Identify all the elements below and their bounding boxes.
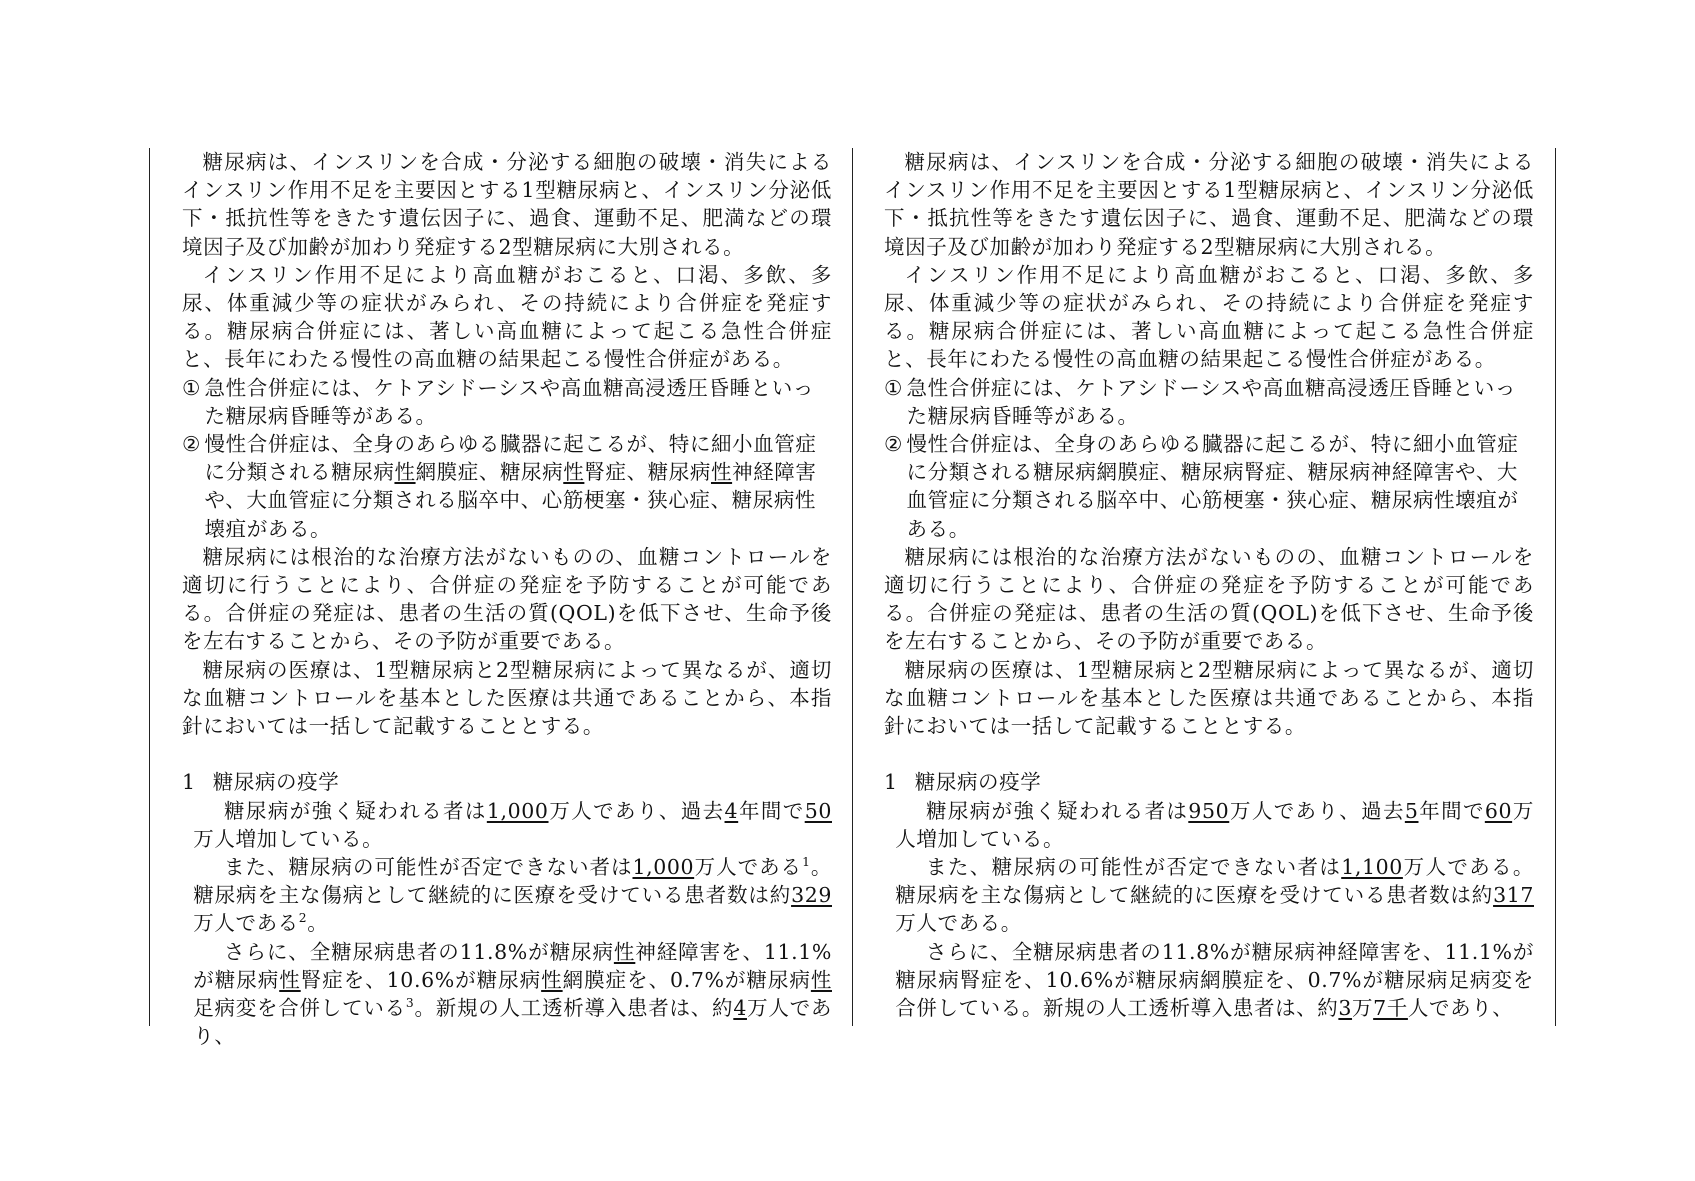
text-run: 万人である	[193, 911, 299, 936]
left-margin-rule	[149, 148, 150, 1026]
medical-care-paragraph: 糖尿病の医療は、1型糖尿病と2型糖尿病によって異なるが、適切な血糖コントロールを基本とした医療は共通であることから、本指針においては一括して記載することとする。	[182, 657, 832, 739]
text-run: 網膜症、糖尿病	[415, 460, 564, 485]
underlined-revision: 317	[1493, 883, 1534, 908]
text-run: 網膜症を、0.7%が糖尿病	[562, 967, 811, 992]
underlined-revision: 性	[394, 460, 416, 485]
text-run: 万人である。	[895, 911, 1022, 936]
right-column	[884, 148, 1534, 1022]
list-item-chronic	[182, 430, 832, 543]
text-run: 神経障害を、11.1%が糖尿病	[193, 939, 832, 992]
epidemiology-paragraph-2	[193, 853, 832, 938]
text-run: 。	[307, 911, 329, 936]
underlined-revision: 性	[710, 460, 733, 485]
text-run: 糖尿病が強く疑われる者は	[224, 798, 487, 823]
text-run: 人であり、	[1407, 996, 1514, 1021]
underlined-revision: 性	[810, 967, 832, 992]
underlined-revision: 性	[279, 967, 301, 992]
list-item-acute	[182, 374, 832, 430]
underlined-revision: 1,100	[1341, 855, 1403, 880]
text-run: さらに、全糖尿病患者の11.8%が糖尿病	[224, 939, 614, 964]
intro-paragraph-2: インスリン作用不足により高血糖がおこると、口渇、多飲、多尿、体重減少等の症状がみられ、その持続により合併症を発症する。糖尿病合併症には、著しい高血糖によって起こる急性合併症と、長年にわたる慢性の高血糖の結果起こる慢性合併症がある。	[884, 262, 1534, 372]
epidemiology-paragraph-3	[895, 938, 1534, 1023]
section-number: 1	[884, 770, 898, 795]
treatment-paragraph: 糖尿病には根治的な治療方法がないものの、血糖コントロールを適切に行うことにより、合併症の発症を予防することが可能である。合併症の発症は、患者の生活の質(QOL)を低下させ、生命予後を左右することから、その予防が重要である。	[182, 544, 832, 654]
underlined-revision: 5	[1404, 798, 1419, 823]
text-run: 万人であり、過去	[548, 798, 725, 823]
underlined-revision: 950	[1188, 798, 1230, 823]
text-run: さらに、全糖尿病患者の11.8%が糖尿病神経障害を、11.1%が糖尿病腎症を、10.6%が糖尿病網膜症を、0.7%が糖尿病足病変を合併している。新規の人工透析導入患者は、約	[895, 939, 1534, 1021]
list-marker-2: ②	[182, 432, 201, 457]
underlined-revision: 1,000	[486, 798, 549, 823]
section-number: 1	[182, 770, 196, 795]
underlined-revision: 性	[613, 939, 636, 964]
epidemiology-paragraph-1	[895, 797, 1534, 853]
epidemiology-paragraph-3	[193, 938, 832, 1051]
text-run: 万	[1352, 996, 1374, 1021]
section-title: 糖尿病の疫学	[212, 770, 340, 795]
underlined-revision: 4	[724, 798, 739, 823]
underlined-revision: 性	[541, 967, 563, 992]
list-item-text: 急性合併症には、ケトアシドーシスや高血糖高浸透圧昏睡といった糖尿病昏睡等がある。	[906, 375, 1516, 428]
text-run: 。新規の人工透析導入患者は、約	[414, 996, 734, 1021]
section-heading	[884, 768, 1534, 796]
section-heading	[182, 768, 832, 796]
text-run: また、糖尿病の可能性が否定できない者は	[224, 855, 633, 880]
underlined-revision: 1,000	[632, 855, 695, 880]
intro-paragraph-2: インスリン作用不足により高血糖がおこると、口渇、多飲、多尿、体重減少等の症状がみられ、その持続により合併症を発症する。糖尿病合併症には、著しい高血糖によって起こる急性合併症と、長年にわたる慢性の高血糖の結果起こる慢性合併症がある。	[182, 262, 832, 372]
underlined-revision: 4	[733, 996, 747, 1021]
text-run: 万人であり、	[193, 996, 832, 1049]
underlined-revision: 329	[791, 883, 832, 908]
intro-paragraph-1: 糖尿病は、インスリンを合成・分泌する細胞の破壊・消失によるインスリン作用不足を主要因とする1型糖尿病と、インスリン分泌低下・抵抗性等をきたす遺伝因子に、過食、運動不足、肥満などの環境因子及び加齢が加わり発症する2型糖尿病に大別される。	[884, 150, 1534, 259]
footnote-ref: 2	[298, 911, 308, 926]
text-run: 足病変を合併している	[193, 996, 406, 1021]
list-item-acute	[884, 374, 1534, 430]
spacer	[182, 740, 832, 768]
epidemiology-body	[182, 797, 832, 1051]
underlined-revision: 50	[804, 798, 832, 823]
left-column	[182, 148, 832, 1050]
text-run: 万人である	[694, 855, 803, 880]
text-run: 年間で	[738, 798, 805, 823]
text-run: 腎症を、10.6%が糖尿病	[300, 967, 542, 992]
treatment-paragraph: 糖尿病には根治的な治療方法がないものの、血糖コントロールを適切に行うことにより、合併症の発症を予防することが可能である。合併症の発症は、患者の生活の質(QOL)を低下させ、生命予後を左右することから、その予防が重要である。	[884, 544, 1534, 654]
list-item-text: 慢性合併症は、全身のあらゆる臓器に起こるが、特に細小血管症に分類される糖尿病網膜症、糖尿病腎症、糖尿病神経障害や、大血管症に分類される脳卒中、心筋梗塞・狭心症、糖尿病性壊疽がある。	[906, 432, 1519, 541]
right-margin-rule	[1555, 148, 1556, 1026]
spacer	[884, 740, 1534, 768]
text-run: 糖尿病が強く疑われる者は	[926, 798, 1189, 823]
text-run: 万人増加している。	[193, 826, 384, 851]
epidemiology-body	[884, 797, 1534, 1023]
list-marker-1: ①	[884, 375, 903, 400]
text-run: 年間で	[1418, 798, 1485, 823]
text-run: 腎症、糖尿病	[584, 460, 711, 485]
text-run: また、糖尿病の可能性が否定できない者は	[926, 855, 1342, 880]
list-marker-1: ①	[182, 375, 201, 400]
center-divider-rule	[852, 148, 853, 1026]
text-run: 神経障害や、大血管症に分類される脳卒中、心筋梗塞・狭心症、糖尿病性壊疽がある。	[204, 460, 817, 541]
medical-care-paragraph: 糖尿病の医療は、1型糖尿病と2型糖尿病によって異なるが、適切な血糖コントロールを基本とした医療は共通であることから、本指針においては一括して記載することとする。	[884, 657, 1534, 739]
list-item-text: 急性合併症には、ケトアシドーシスや高血糖高浸透圧昏睡といった糖尿病昏睡等がある。	[204, 375, 814, 428]
underlined-revision: 性	[563, 460, 585, 485]
footnote-ref: 1	[802, 855, 811, 870]
epidemiology-paragraph-1	[193, 797, 832, 853]
text-run: 慢性合併症は、全身のあらゆる臓器に起こるが、特に細小血管症に分類される糖尿病	[204, 432, 817, 485]
list-item-chronic	[884, 430, 1534, 543]
footnote-ref: 3	[405, 996, 415, 1011]
epidemiology-paragraph-2	[895, 853, 1534, 938]
text-run: 。糖尿病を主な傷病として継続的に医療を受けている患者数は約	[193, 855, 832, 908]
section-title: 糖尿病の疫学	[914, 770, 1042, 795]
text-run: 万人増加している。	[895, 798, 1534, 851]
underlined-revision: 3	[1338, 996, 1353, 1021]
text-run: 万人であり、過去	[1229, 798, 1405, 823]
list-marker-2: ②	[884, 432, 903, 457]
intro-paragraph-1: 糖尿病は、インスリンを合成・分泌する細胞の破壊・消失によるインスリン作用不足を主要因とする1型糖尿病と、インスリン分泌低下・抵抗性等をきたす遺伝因子に、過食、運動不足、肥満などの環境因子及び加齢が加わり発症する2型糖尿病に大別される。	[182, 150, 832, 259]
underlined-revision: 7千	[1373, 996, 1408, 1021]
text-run: 万人である。糖尿病を主な傷病として継続的に医療を受けている患者数は約	[895, 855, 1534, 908]
underlined-revision: 60	[1484, 798, 1513, 823]
